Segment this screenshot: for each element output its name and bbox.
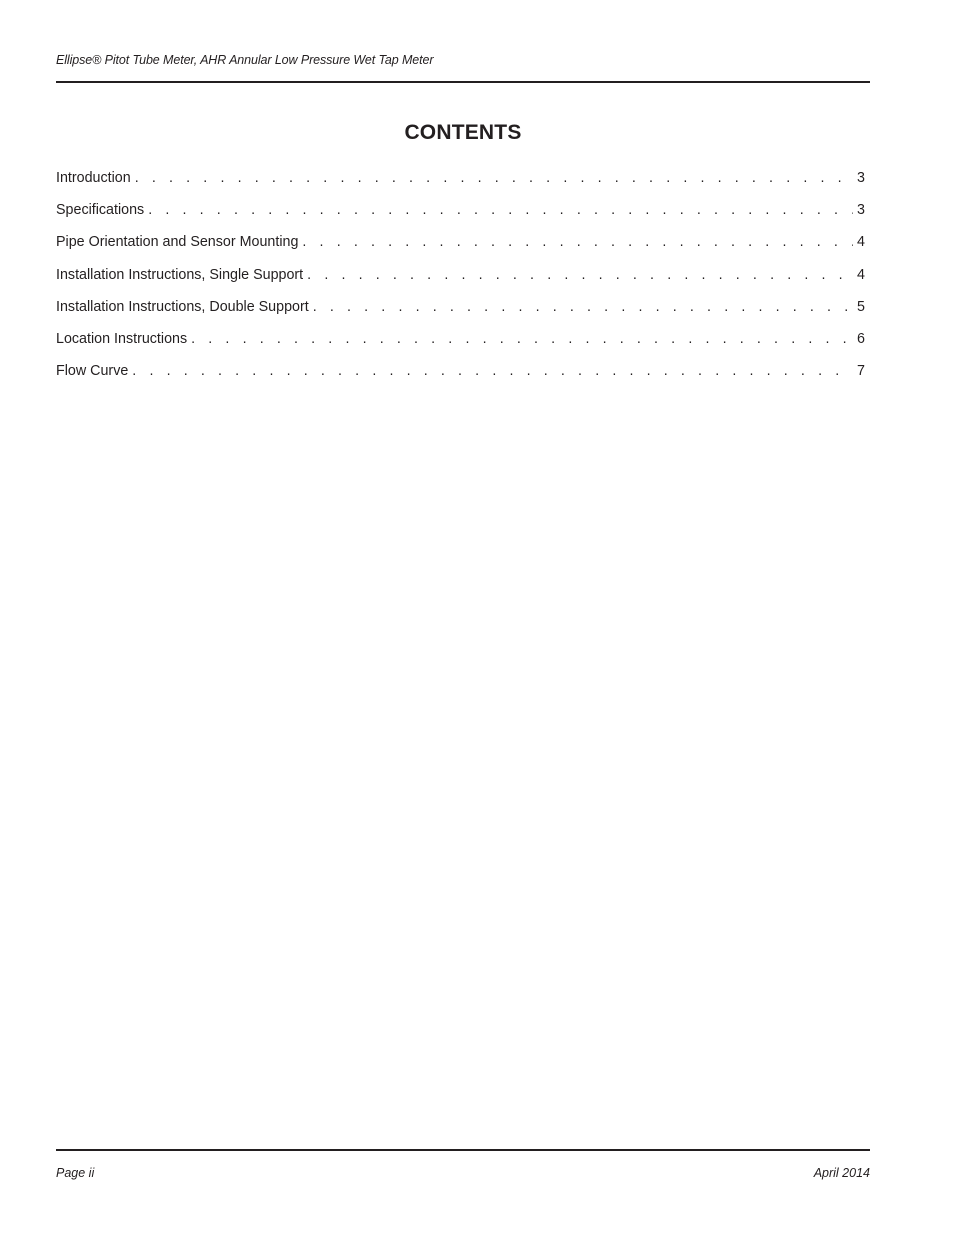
toc-entry-page: 6	[857, 330, 865, 347]
toc-entry-label: Introduction	[56, 170, 131, 186]
footer-rule	[56, 1149, 870, 1151]
header-rule	[56, 81, 870, 83]
toc-entry-label: Installation Instructions, Single Support	[56, 266, 304, 283]
toc-entry-pipe-orientation[interactable]	[56, 234, 865, 266]
toc-entry-label: Pipe Orientation and Sensor Mounting	[56, 234, 299, 251]
dot-leader	[132, 363, 853, 379]
footer-date: April 2014	[813, 1166, 870, 1180]
toc-entry-page: 4	[857, 266, 865, 283]
toc-entry-label: Location Instructions	[56, 330, 188, 347]
dot-leader	[307, 267, 853, 283]
table-of-contents	[56, 170, 865, 395]
dot-leader	[148, 202, 853, 218]
toc-entry-page: 4	[857, 234, 865, 251]
page-title: CONTENTS	[404, 121, 522, 145]
toc-entry-page: 5	[857, 298, 865, 315]
toc-entry-page: 3	[857, 170, 865, 186]
toc-entry-double-support[interactable]	[56, 299, 865, 331]
dot-leader	[191, 331, 853, 347]
toc-entry-single-support[interactable]	[56, 267, 865, 299]
dot-leader	[135, 170, 853, 186]
toc-entry-label: Installation Instructions, Double Support	[56, 298, 309, 315]
dot-leader	[313, 299, 853, 315]
toc-entry-location-instructions[interactable]	[56, 331, 865, 363]
toc-entry-label: Specifications	[56, 202, 145, 219]
toc-entry-page: 7	[857, 363, 865, 380]
toc-entry-page: 3	[857, 202, 865, 219]
toc-entry-specifications[interactable]	[56, 202, 865, 234]
toc-entry-label: Flow Curve	[56, 363, 129, 380]
dot-leader	[302, 234, 853, 250]
running-header: Ellipse® Pitot Tube Meter, AHR Annular Low Pressure Wet Tap Meter	[56, 53, 434, 67]
toc-entry-introduction[interactable]	[56, 170, 865, 202]
toc-entry-flow-curve[interactable]	[56, 363, 865, 395]
footer-page-number: Page ii	[56, 1166, 95, 1180]
